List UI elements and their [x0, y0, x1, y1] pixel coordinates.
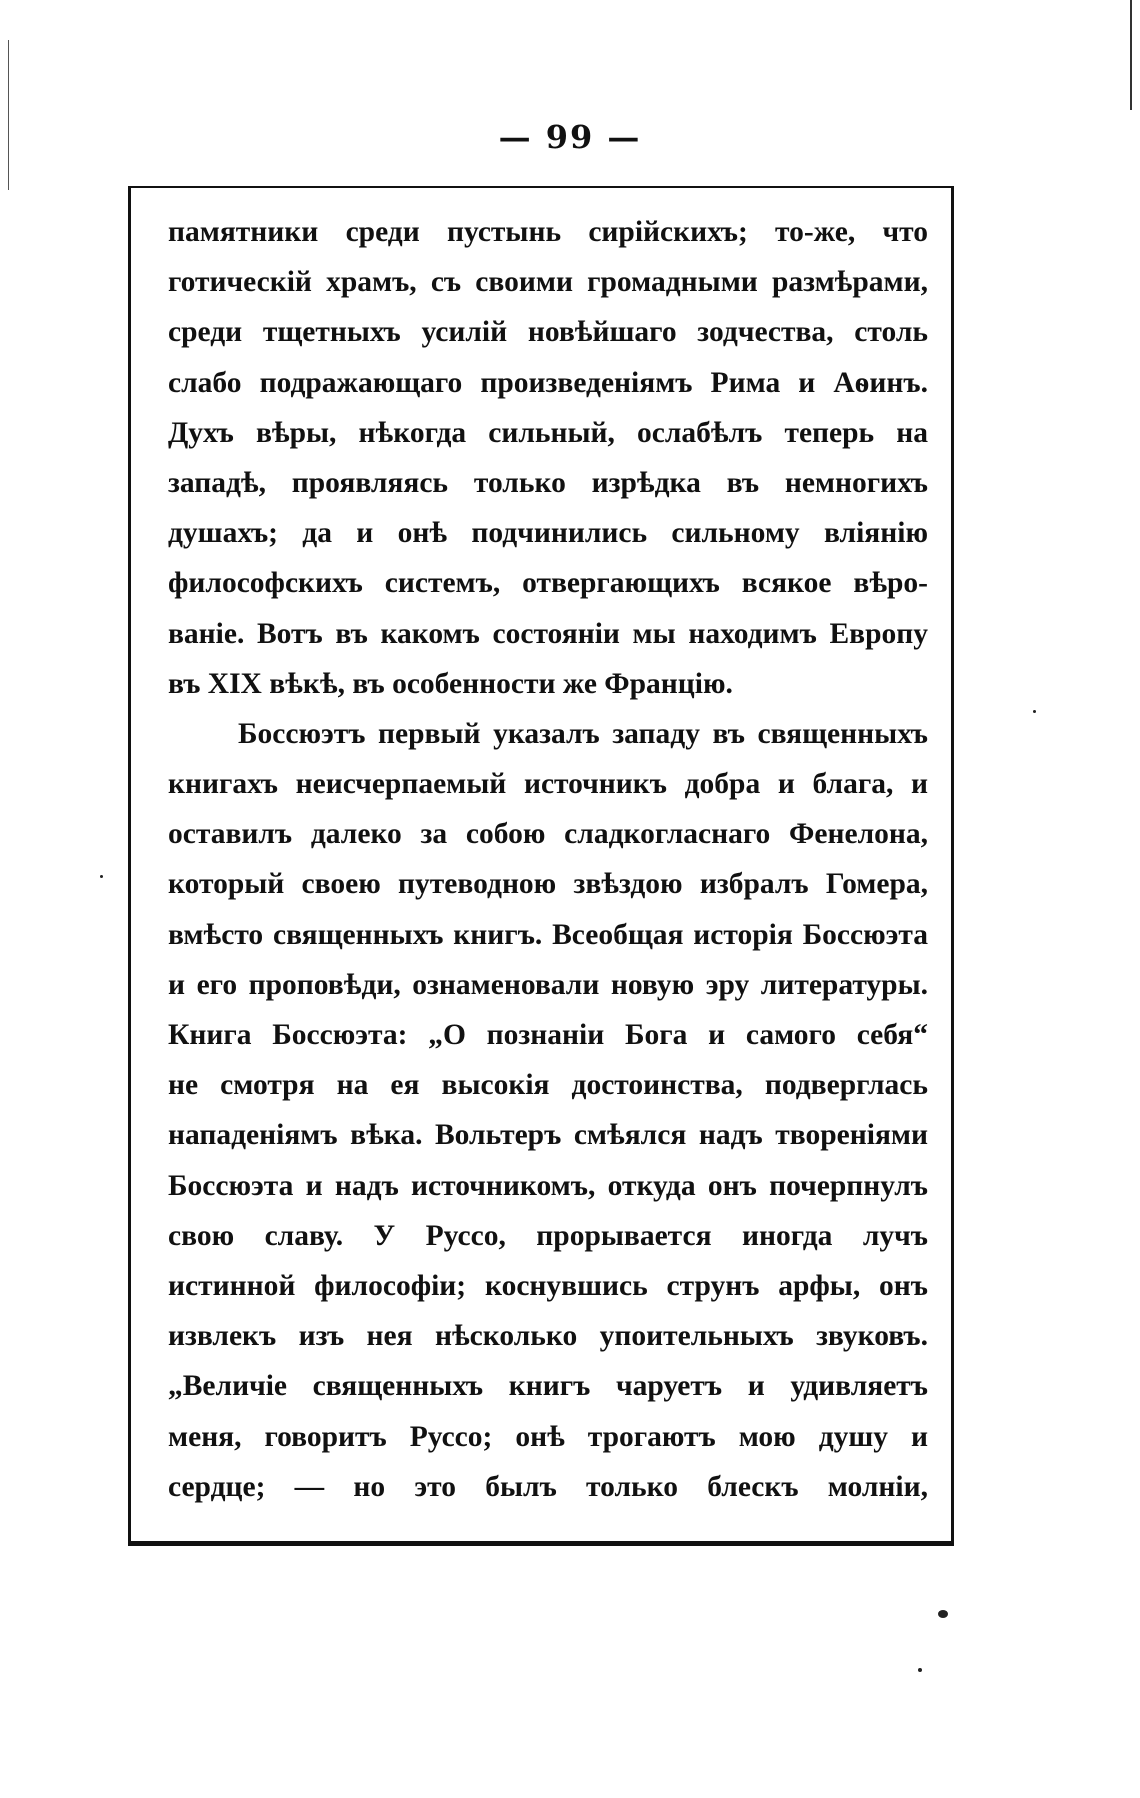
text-line: Духъ вѣры, нѣкогда сильный, ослабѣлъ теперь на [168, 416, 928, 449]
text-line: не смотря на ея высокія достоинства, подверглась [168, 1069, 928, 1102]
text-line: западѣ, проявляясь только изрѣдка въ немногихъ [168, 466, 928, 499]
text-line: Книга Боссюэта: „О познаніи Бога и самого себя“ [168, 1019, 928, 1051]
text-line: сердце; — но это былъ только блескъ молніи, [168, 1470, 928, 1503]
text-line-paragraph-start: Боссюэтъ первый указалъ западу въ священныхъ [238, 717, 928, 750]
scan-speck [1033, 710, 1036, 713]
text-line: памятники среди пустынь сирійскихъ; то-же, что [168, 216, 928, 248]
text-line: въ XIX вѣкѣ, въ особенности же Францію. [168, 667, 733, 700]
text-line: оставилъ далеко за собою сладкогласнаго Фенелона, [168, 818, 928, 851]
text-line: „Величіе священныхъ книгъ чаруетъ и удивляетъ [168, 1370, 928, 1403]
text-line: Боссюэта и надъ источникомъ, откуда онъ почерпнулъ [168, 1169, 928, 1202]
text-line: меня, говоритъ Руссо; онѣ трогаютъ мою душу и [168, 1420, 928, 1453]
text-line: книгахъ неисчерпаемый источникъ добра и блага, и [168, 768, 928, 801]
text-line: свою славу. У Руссо, прорывается иногда лучъ [168, 1219, 928, 1252]
page-number: — 99 — [498, 118, 642, 156]
text-line: нападеніямъ вѣка. Вольтеръ смѣялся надъ твореніями [168, 1119, 928, 1152]
text-line: готическій храмъ, съ своими громадными размѣрами, [168, 266, 928, 299]
scan-speck [100, 875, 103, 878]
text-line: извлекъ изъ нея нѣсколько упоительныхъ звуковъ. [168, 1320, 928, 1353]
scan-speck [918, 1668, 922, 1672]
text-line: ваніе. Вотъ въ какомъ состояніи мы находимъ Европу [168, 617, 928, 650]
text-line: слабо подражающаго произведеніямъ Рима и Аѳинъ. [168, 366, 928, 399]
text-line: среди тщетныхъ усилій новѣйшаго зодчества, столь [168, 316, 928, 349]
page-edge-left [8, 40, 9, 190]
text-line: истинной философіи; коснувшись струнъ арфы, онъ [168, 1269, 928, 1302]
text-line: и его проповѣди, ознаменовали новую эру литературы. [168, 968, 928, 1001]
text-line: который своею путеводною звѣздою избралъ Гомера, [168, 868, 928, 901]
scan-speck [938, 1610, 948, 1618]
text-line: вмѣсто священныхъ книгъ. Всеобщая исторія Боссюэта [168, 918, 928, 951]
text-body [168, 207, 928, 1512]
page-edge-right [1130, 0, 1132, 110]
text-line: душахъ; да и онѣ подчинились сильному вліянію [168, 517, 928, 550]
text-line: философскихъ системъ, отвергающихъ всякое вѣро- [168, 567, 928, 600]
